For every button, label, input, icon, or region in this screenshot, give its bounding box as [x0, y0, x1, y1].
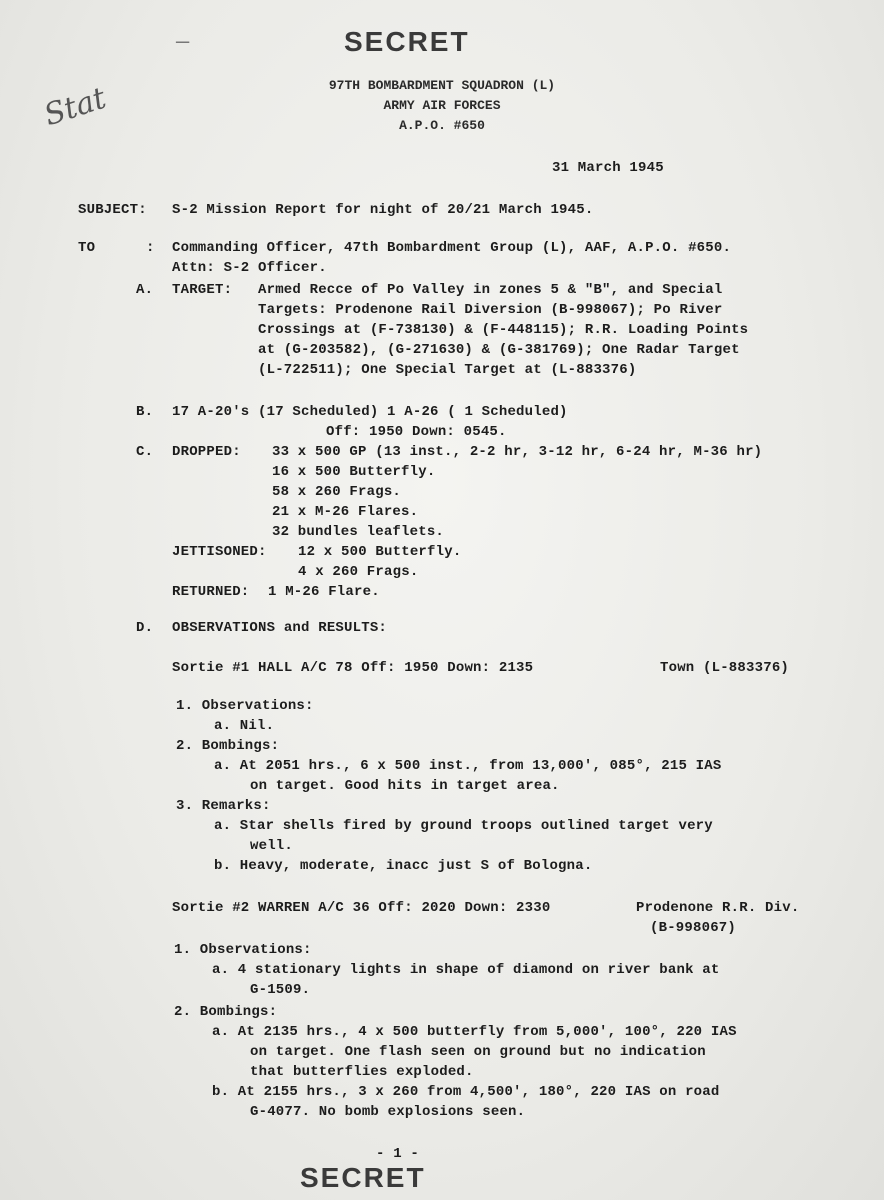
to-label: TO: [78, 240, 96, 256]
section-c-letter: C.: [136, 444, 154, 460]
sortie-heading: Sortie #2 WARREN A/C 36 Off: 2020 Down: 2330: [172, 900, 551, 916]
to-recipient: Commanding Officer, 47th Bombardment Group (L), AAF, A.P.O. #650.: [172, 240, 732, 256]
bombings-label: 2. Bombings:: [176, 738, 280, 754]
bombing-item: G-4077. No bomb explosions seen.: [250, 1104, 526, 1120]
target-line: Targets: Prodenone Rail Diversion (B-998067); Po River: [258, 302, 723, 318]
subject-text: S-2 Mission Report for night of 20/21 March 1945.: [172, 202, 594, 218]
dropped-item: 33 x 500 GP (13 inst., 2-2 hr, 3-12 hr, 6-24 hr, M-36 hr): [272, 444, 763, 460]
bombing-item: that butterflies exploded.: [250, 1064, 474, 1080]
page-number: - 1 -: [376, 1146, 420, 1162]
remark-item: a. Star shells fired by ground troops outlined target very: [214, 818, 713, 834]
bombing-item: a. At 2051 hrs., 6 x 500 inst., from 13,000', 085°, 215 IAS: [214, 758, 722, 774]
returned-label: RETURNED:: [172, 584, 250, 600]
section-d-letter: D.: [136, 620, 154, 636]
dropped-item: 32 bundles leaflets.: [272, 524, 445, 540]
sortie-target: Town (L-883376): [660, 660, 790, 676]
observation-item: a. 4 stationary lights in shape of diamond on river bank at: [212, 962, 720, 978]
section-b-letter: B.: [136, 404, 154, 420]
section-a-letter: A.: [136, 282, 154, 298]
aircraft-count: 17 A-20's (17 Scheduled) 1 A-26 ( 1 Scheduled): [172, 404, 568, 420]
observations-label: 1. Observations:: [174, 942, 312, 958]
dropped-item: 16 x 500 Butterfly.: [272, 464, 436, 480]
target-label: TARGET:: [172, 282, 233, 298]
returned-item: 1 M-26 Flare.: [268, 584, 380, 600]
report-date: 31 March 1945: [552, 160, 664, 176]
jettisoned-item: 4 x 260 Frags.: [298, 564, 419, 580]
dropped-item: 58 x 260 Frags.: [272, 484, 402, 500]
margin-dash: —: [176, 30, 190, 55]
bombings-label: 2. Bombings:: [174, 1004, 278, 1020]
target-line: Armed Recce of Po Valley in zones 5 & "B", and Special: [258, 282, 723, 298]
observation-item: G-1509.: [250, 982, 311, 998]
observations-title: OBSERVATIONS and RESULTS:: [172, 620, 388, 636]
subject-label: SUBJECT:: [78, 202, 147, 218]
bombing-item: b. At 2155 hrs., 3 x 260 from 4,500', 180°, 220 IAS on road: [212, 1084, 720, 1100]
remark-item: b. Heavy, moderate, inacc just S of Bologna.: [214, 858, 593, 874]
sortie-target: Prodenone R.R. Div.: [636, 900, 800, 916]
to-colon: :: [146, 240, 155, 256]
sortie-heading: Sortie #1 HALL A/C 78 Off: 1950 Down: 2135: [172, 660, 534, 676]
remarks-label: 3. Remarks:: [176, 798, 271, 814]
remark-item: well.: [250, 838, 294, 854]
unit-branch: ARMY AIR FORCES: [383, 98, 501, 113]
jettisoned-item: 12 x 500 Butterfly.: [298, 544, 462, 560]
secret-stamp-bottom: SECRET: [300, 1162, 426, 1193]
dropped-item: 21 x M-26 Flares.: [272, 504, 419, 520]
handwritten-annotation: Stat: [40, 80, 111, 134]
bombing-item: on target. Good hits in target area.: [250, 778, 560, 794]
bombing-item: a. At 2135 hrs., 4 x 500 butterfly from 5,000', 100°, 220 IAS: [212, 1024, 737, 1040]
observation-item: a. Nil.: [214, 718, 275, 734]
off-down-times: Off: 1950 Down: 0545.: [326, 424, 507, 440]
sortie-target-ref: (B-998067): [650, 920, 737, 936]
target-line: (L-722511); One Special Target at (L-883376): [258, 362, 637, 378]
bombing-item: on target. One flash seen on ground but no indication: [250, 1044, 706, 1060]
jettisoned-label: JETTISONED:: [172, 544, 267, 560]
dropped-label: DROPPED:: [172, 444, 241, 460]
to-attention: Attn: S-2 Officer.: [172, 260, 327, 276]
secret-stamp-top: SECRET: [344, 26, 470, 57]
target-line: at (G-203582), (G-271630) & (G-381769); One Radar Target: [258, 342, 740, 358]
unit-name: 97TH BOMBARDMENT SQUADRON (L): [328, 78, 556, 93]
unit-apo: A.P.O. #650: [399, 118, 485, 133]
target-line: Crossings at (F-738130) & (F-448115); R.R. Loading Points: [258, 322, 749, 338]
observations-label: 1. Observations:: [176, 698, 314, 714]
